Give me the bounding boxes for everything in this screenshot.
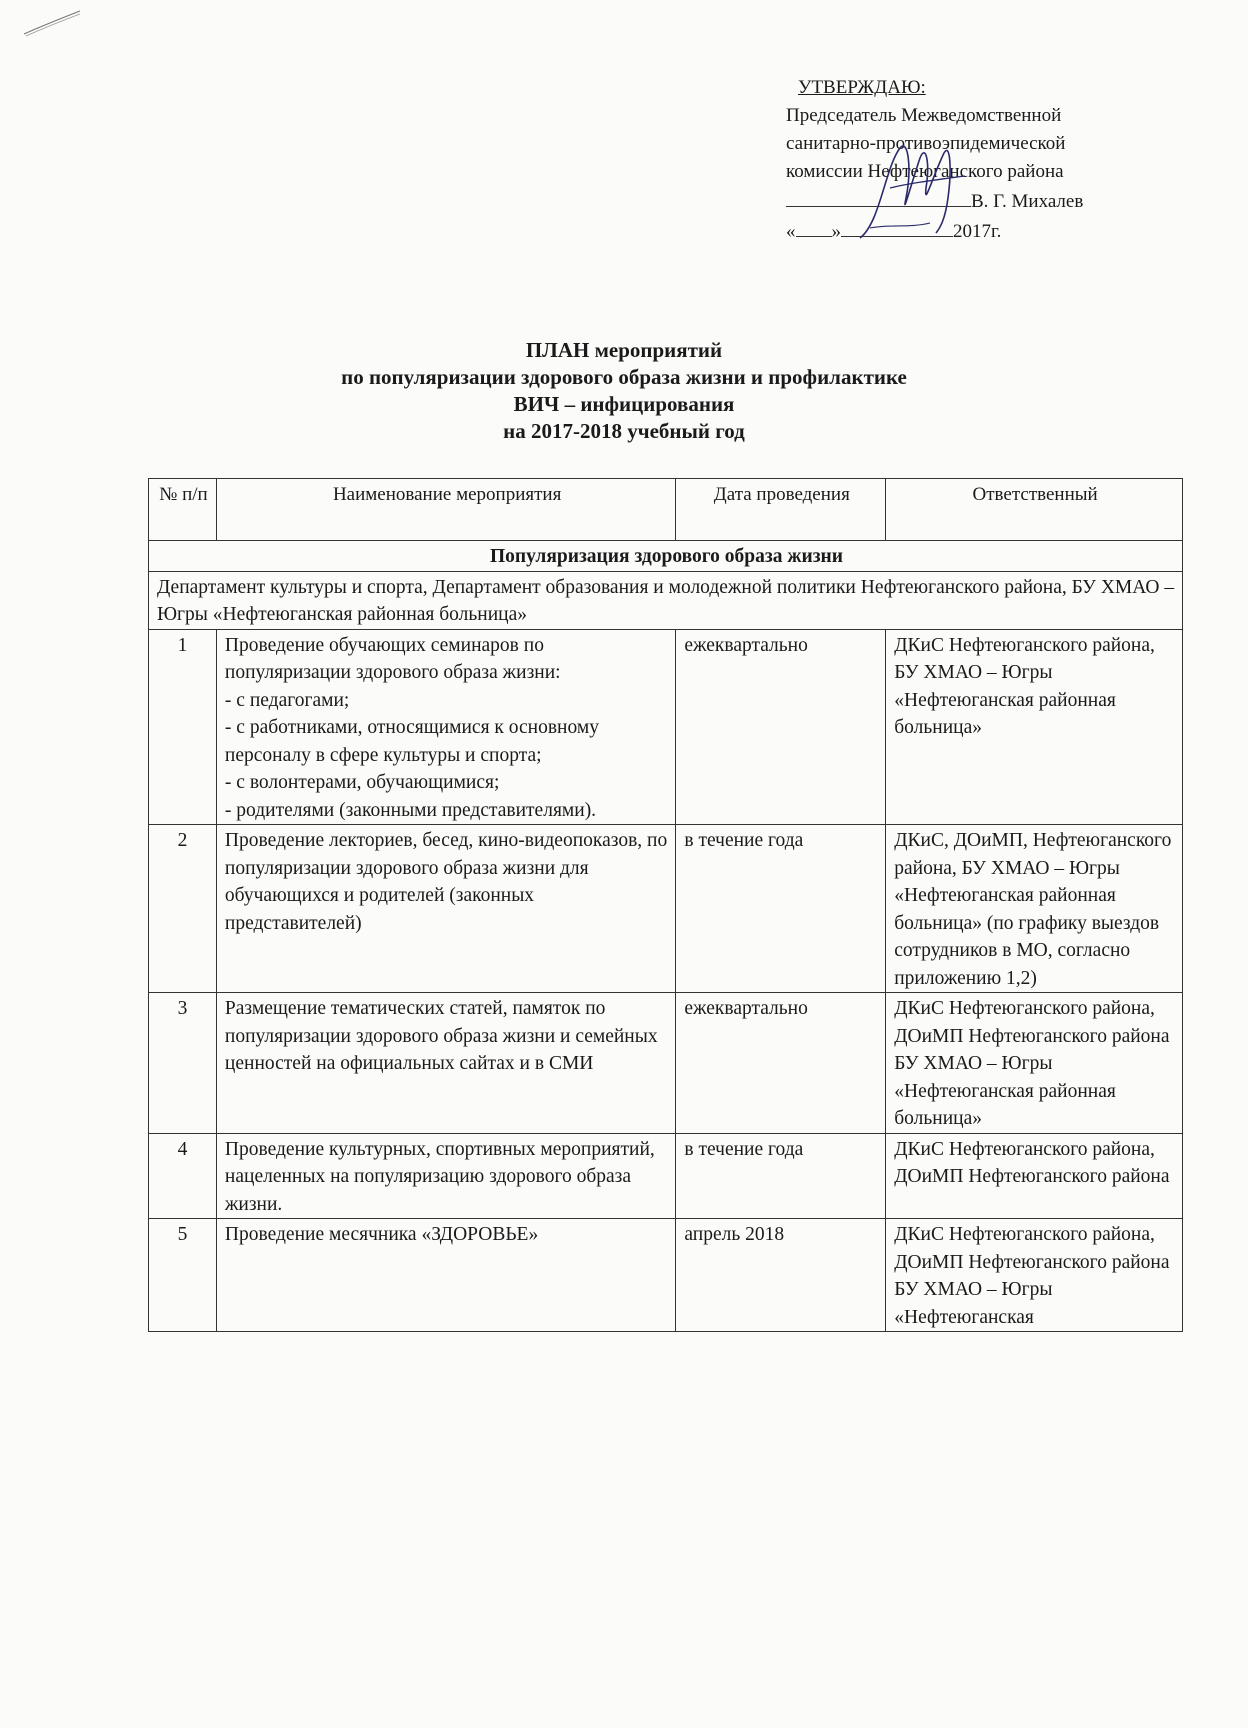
row-date: в течение года	[676, 1133, 886, 1219]
table-header-row	[149, 479, 1183, 541]
row-date: апрель 2018	[676, 1219, 886, 1332]
row-name-line: - родителями (законными представителями).	[224, 799, 597, 821]
row-name	[216, 1133, 675, 1219]
table-row	[149, 1133, 1183, 1219]
date-day-blank	[796, 216, 832, 237]
row-name-line: - с педагогами;	[224, 689, 350, 711]
row-name	[216, 629, 675, 825]
approval-position-line: Председатель Межведомственной	[786, 105, 1062, 126]
section-title: Популяризация здорового образа жизни	[149, 541, 1183, 572]
row-name	[216, 993, 675, 1134]
row-responsible: ДКиС, ДОиМП, Нефтеюганского района, БУ ХМАО – Югры «Нефтеюганская районная больница» (по графику выездов сотрудников в МО, согласно приложению 1,2)	[886, 825, 1183, 993]
row-num: 5	[149, 1219, 217, 1332]
handwritten-signature	[840, 128, 990, 248]
row-date: ежеквартально	[676, 993, 886, 1134]
row-date: ежеквартально	[676, 629, 886, 825]
scan-corner-mark	[22, 8, 82, 38]
approval-signer: В. Г. Михалев	[971, 191, 1084, 212]
plan-title	[0, 337, 1248, 445]
approval-position-line: санитарно-противоэпидемической	[786, 133, 1066, 154]
row-responsible: ДКиС Нефтеюганского района, ДОиМП Нефтеюганского района БУ ХМАО – Югры «Нефтеюганская районная больница»	[886, 993, 1183, 1134]
row-num: 3	[149, 993, 217, 1134]
header-num: № п/п	[149, 479, 217, 541]
row-name-line: Проведение лекториев, бесед, кино-видеопоказов, по популяризации здорового образа жизни для обучающихся и родителей (законных представителей)	[224, 830, 668, 934]
row-name-line: Проведение месячника «ЗДОРОВЬЕ»	[224, 1224, 539, 1245]
plan-title-line: на 2017-2018 учебный год	[503, 419, 745, 443]
table-row	[149, 629, 1183, 825]
row-name	[216, 1219, 675, 1332]
row-date: в течение года	[676, 825, 886, 993]
table-row	[149, 1219, 1183, 1332]
plan-title-line: ПЛАН мероприятий	[525, 338, 723, 362]
table-row	[149, 993, 1183, 1134]
departments-text: Департамент культуры и спорта, Департамент образования и молодежной политики Нефтеюганского района, БУ ХМАО – Югры «Нефтеюганская районная больница»	[149, 571, 1183, 629]
row-num: 4	[149, 1133, 217, 1219]
approval-year: 2017г.	[953, 221, 1002, 242]
plan-table	[148, 478, 1183, 1332]
row-name-line: Проведение культурных, спортивных мероприятий, нацеленных на популяризацию здорового образа жизни.	[224, 1138, 655, 1215]
row-responsible: ДКиС Нефтеюганского района, ДОиМП Нефтеюганского района БУ ХМАО – Югры «Нефтеюганская	[886, 1219, 1183, 1332]
header-name: Наименование мероприятия	[216, 479, 675, 541]
date-quote-close: »	[831, 221, 841, 242]
row-responsible: ДКиС Нефтеюганского района, ДОиМП Нефтеюганского района	[886, 1133, 1183, 1219]
row-name-line: Размещение тематических статей, памяток по популяризации здорового образа жизни и семейных ценностей на официальных сайтах и в СМИ	[224, 998, 658, 1074]
header-date: Дата проведения	[676, 479, 886, 541]
approval-position-line: комиссии Нефтеюганского района	[786, 161, 1064, 182]
row-name-line: Проведение обучающих семинаров по популяризации здорового образа жизни:	[224, 634, 561, 683]
row-num: 1	[149, 629, 217, 825]
row-name	[216, 825, 675, 993]
date-quote-open: «	[786, 221, 796, 242]
row-name-line: - с волонтерами, обучающимися;	[224, 772, 500, 793]
row-responsible: ДКиС Нефтеюганского района, БУ ХМАО – Югры «Нефтеюганская районная больница»	[886, 629, 1183, 825]
departments-row	[149, 571, 1183, 629]
approval-title: УТВЕРЖДАЮ:	[798, 77, 926, 98]
plan-title-line: ВИЧ – инфицирования	[513, 392, 735, 416]
section-row	[149, 541, 1183, 572]
header-responsible: Ответственный	[886, 479, 1183, 541]
plan-title-line: по популяризации здорового образа жизни и профилактике	[341, 365, 907, 389]
row-name-line: - с работниками, относящимися к основному персоналу в сфере культуры и спорта;	[224, 717, 599, 766]
row-num: 2	[149, 825, 217, 993]
table-row	[149, 825, 1183, 993]
